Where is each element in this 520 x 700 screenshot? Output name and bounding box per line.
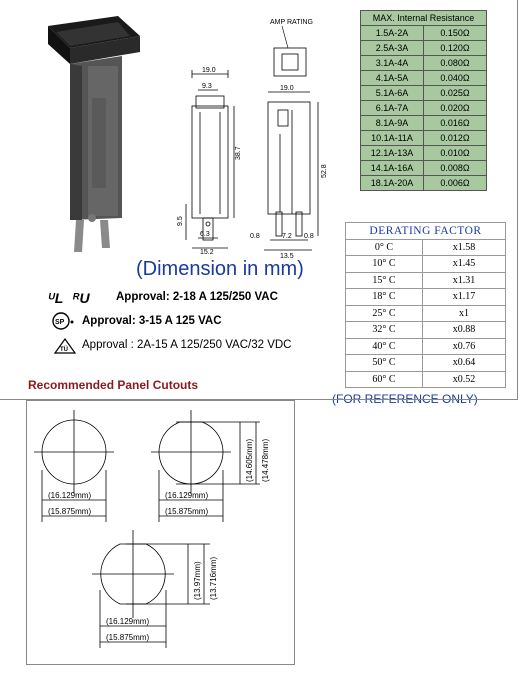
resistance-row (361, 146, 487, 161)
resistance-value: 0.010Ω (424, 146, 487, 161)
svg-text:ᴿU: ᴿU (72, 290, 90, 306)
svg-text:SP: SP (55, 319, 65, 326)
derating-row (346, 256, 506, 273)
derating-row (346, 305, 506, 322)
amp-rating-label: AMP RATING (270, 19, 313, 26)
c3-height-1: (13.97mm) (193, 561, 202, 600)
derating-factor: x0.52 (423, 371, 506, 388)
derating-factor: x1.17 (423, 289, 506, 306)
derating-factor: x1 (423, 305, 506, 322)
resistance-value: 0.040Ω (424, 71, 487, 86)
resistance-value: 0.150Ω (424, 26, 487, 41)
resistance-value: 0.008Ω (424, 161, 487, 176)
derating-table-header: DERATING FACTOR (346, 223, 506, 240)
derating-temp: 10° C (346, 256, 423, 273)
dim-19-left: 19.0 (202, 67, 216, 74)
derating-row (346, 338, 506, 355)
dim-13-5: 13.5 (280, 253, 294, 260)
resistance-row (361, 101, 487, 116)
derating-row (346, 355, 506, 372)
resistance-range: 14.1A-16A (361, 161, 424, 176)
derating-factor: x0.64 (423, 355, 506, 372)
dim-0-8-a: 0.8 (250, 233, 260, 240)
resistance-row (361, 86, 487, 101)
resistance-value: 0.012Ω (424, 131, 487, 146)
resistance-value: 0.016Ω (424, 116, 487, 131)
derating-temp: 32° C (346, 322, 423, 339)
dimension-note: (Dimension in mm) (136, 258, 304, 280)
resistance-value: 0.006Ω (424, 176, 487, 191)
dim-7-2: 7.2 (282, 233, 292, 240)
derating-row (346, 289, 506, 306)
derating-note: (FOR REFERENCE ONLY) (332, 392, 478, 406)
panel-cutouts-title: Recommended Panel Cutouts (28, 378, 199, 392)
derating-temp: 50° C (346, 355, 423, 372)
resistance-range: 2.5A-3A (361, 41, 424, 56)
resistance-value: 0.025Ω (424, 86, 487, 101)
resistance-row (361, 56, 487, 71)
approval-tuv: Approval : 2A-15 A 125/250 VAC/32 VDC (82, 339, 292, 351)
c1-width-2: (15.875mm) (48, 507, 92, 516)
panel-cutouts-drawing (26, 400, 296, 666)
resistance-value: 0.020Ω (424, 101, 487, 116)
derating-temp: 25° C (346, 305, 423, 322)
c1-width-1: (16.129mm) (48, 491, 92, 500)
ul-mark-icon (48, 290, 108, 306)
derating-factor: x0.88 (423, 322, 506, 339)
resistance-range: 18.1A-20A (361, 176, 424, 191)
c2-height-1: (14.605mm) (245, 438, 254, 482)
resistance-range: 1.5A-2A (361, 26, 424, 41)
derating-row (346, 272, 506, 289)
resistance-row (361, 26, 487, 41)
resistance-range: 5.1A-6A (361, 86, 424, 101)
derating-factor: x1.45 (423, 256, 506, 273)
resistance-value: 0.120Ω (424, 41, 487, 56)
derating-temp: 60° C (346, 371, 423, 388)
dim-52-8: 52.8 (321, 164, 328, 178)
dim-9-5: 9.5 (177, 216, 184, 226)
c3-width-2: (15.875mm) (106, 633, 150, 642)
resistance-value: 0.080Ω (424, 56, 487, 71)
tuv-mark-icon (54, 338, 76, 354)
c3-width-1: (16.129mm) (106, 617, 150, 626)
dim-15-2: 15.2 (200, 249, 214, 256)
resistance-row (361, 131, 487, 146)
derating-temp: 15° C (346, 272, 423, 289)
resistance-range: 12.1A-13A (361, 146, 424, 161)
dim-9-3: 9.3 (202, 83, 212, 90)
dim-38-7: 38.7 (235, 146, 242, 160)
derating-temp: 40° C (346, 338, 423, 355)
resistance-row (361, 176, 487, 191)
breaker-photo (30, 8, 150, 258)
resistance-row (361, 41, 487, 56)
derating-row (346, 322, 506, 339)
derating-factor: x1.31 (423, 272, 506, 289)
svg-text:TÜ: TÜ (60, 347, 68, 353)
svg-text:ᵁL: ᵁL (48, 290, 64, 306)
dim-6-3: 6.3 (200, 231, 210, 238)
c2-width-2: (15.875mm) (165, 507, 209, 516)
c3-height-2: (13.716mm) (209, 556, 218, 600)
resistance-table (360, 10, 487, 191)
derating-temp: 0° C (346, 239, 423, 256)
resistance-range: 4.1A-5A (361, 71, 424, 86)
resistance-range: 10.1A-11A (361, 131, 424, 146)
approval-csa: Approval: 3-15 A 125 VAC (82, 315, 222, 327)
dim-0-8-b: 0.8 (304, 233, 314, 240)
c2-height-2: (14.478mm) (261, 438, 270, 482)
derating-row (346, 239, 506, 256)
resistance-row (361, 116, 487, 131)
derating-factor: x1.58 (423, 239, 506, 256)
approval-ul: Approval: 2-18 A 125/250 VAC (116, 291, 278, 303)
resistance-row (361, 161, 487, 176)
resistance-table-header: MAX. Internal Resistance (361, 11, 487, 26)
resistance-row (361, 71, 487, 86)
derating-factor: x0.76 (423, 338, 506, 355)
derating-temp: 18° C (346, 289, 423, 306)
dim-19-right: 19.0 (280, 85, 294, 92)
resistance-range: 8.1A-9A (361, 116, 424, 131)
csa-mark-icon (52, 312, 76, 330)
resistance-range: 6.1A-7A (361, 101, 424, 116)
derating-table (345, 222, 506, 388)
derating-row (346, 371, 506, 388)
resistance-range: 3.1A-4A (361, 56, 424, 71)
c2-width-1: (16.129mm) (165, 491, 209, 500)
dimension-drawing (170, 14, 350, 264)
